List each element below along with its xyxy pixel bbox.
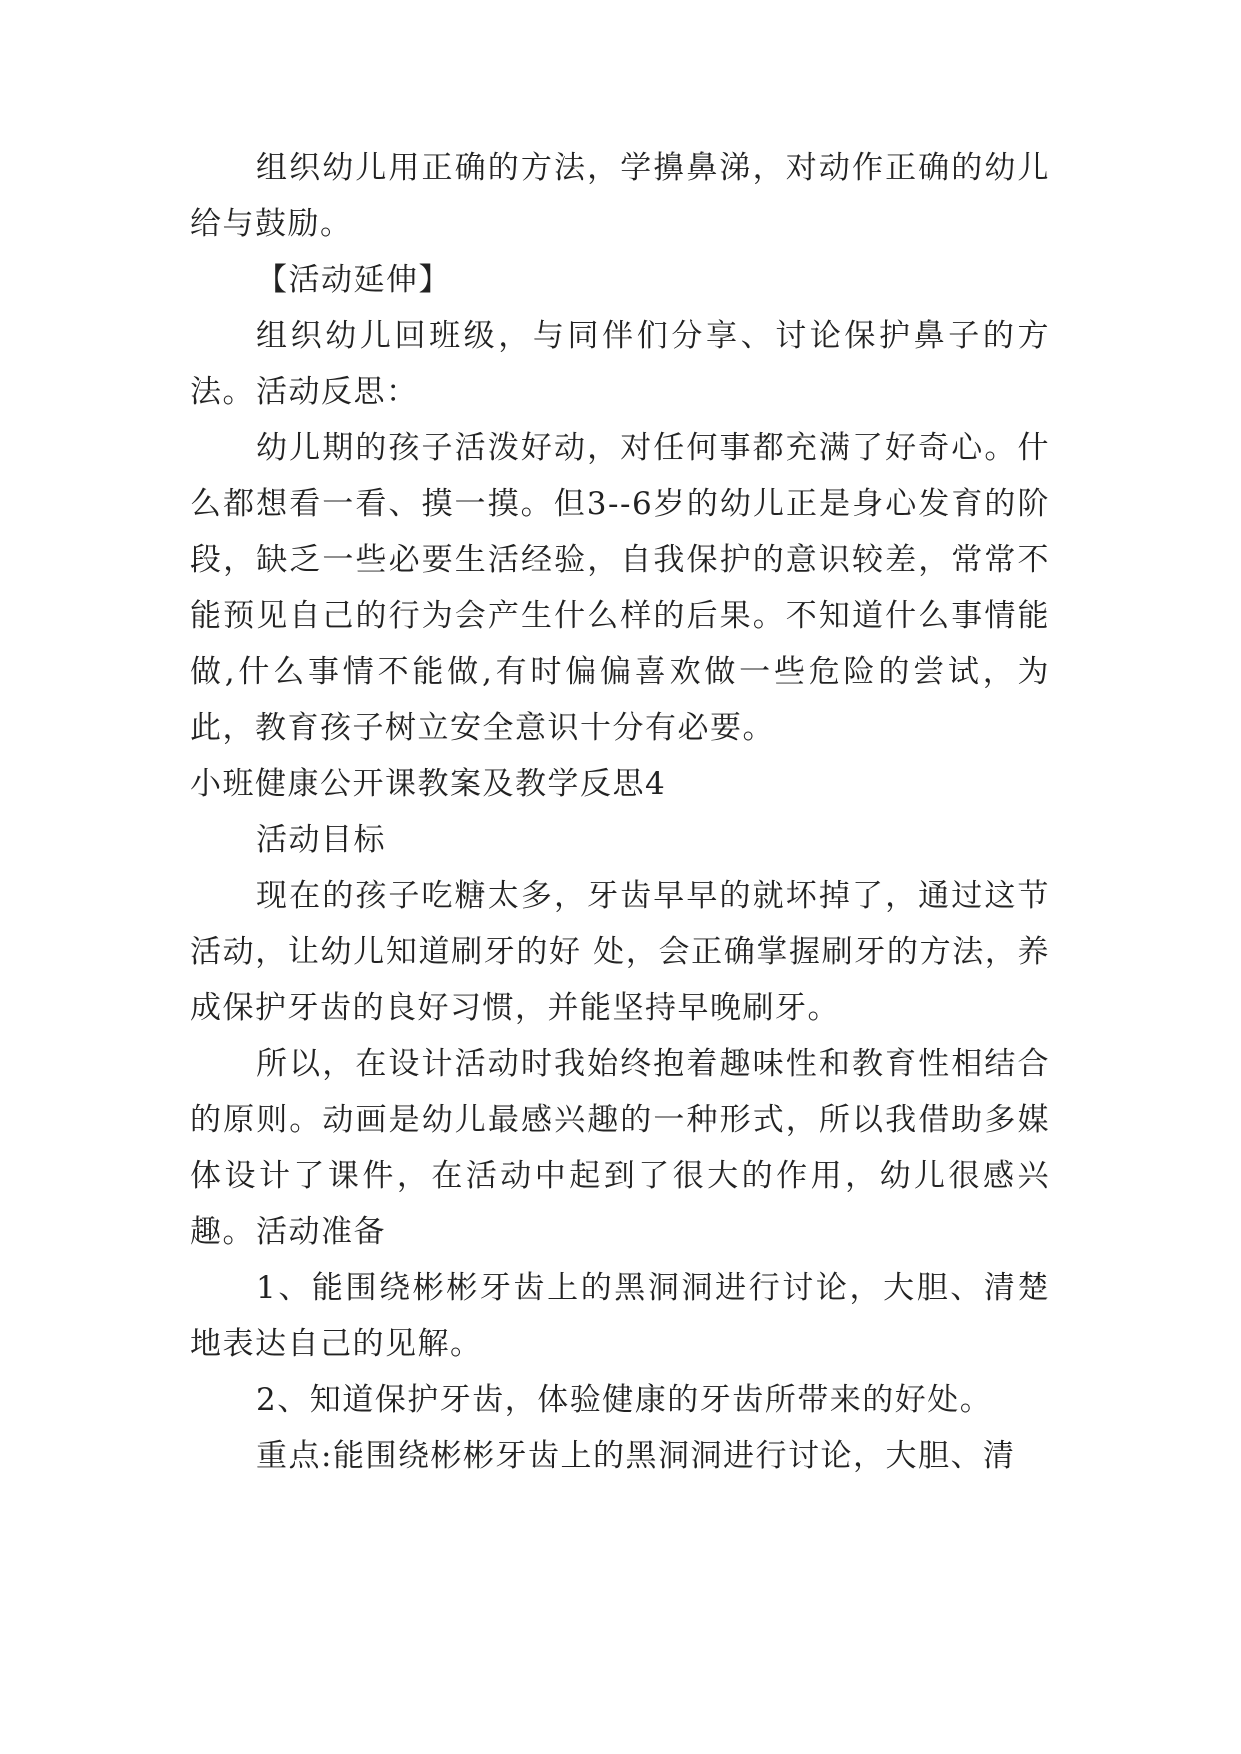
paragraph-design-principle: 所以，在设计活动时我始终抱着趣味性和教育性相结合的原则。动画是幼儿最感兴趣的一种形式，所以我借助多媒体设计了课件，在活动中起到了很大的作用，幼儿很感兴趣。 <box>190 1046 1050 1250</box>
paragraph-preparation-item-1: 1、能围绕彬彬牙齿上的黑洞洞进行讨论，大胆、清楚地表达自己的见解。 <box>190 1270 1050 1362</box>
paragraph-goals-content: 现在的孩子吃糖太多，牙齿早早的就坏掉了，通过这节活动，让幼儿知道刷牙的好 处，会正确掌握刷牙的方法，养成保护牙齿的良好习惯，并能坚持早晚刷牙。 <box>190 878 1050 1026</box>
lesson-title: 小班健康公开课教案及教学反思4 <box>190 766 667 802</box>
paragraph-reflection-content: 幼儿期的孩子活泼好动，对任何事都充满了好奇心。什么都想看一看、摸一摸。但3--6岁的幼儿正是身心发育的阶段，缺乏一些必要生活经验，自我保护的意识较差，常常不能预见自己的行为会产生什么样的后果。不知道什么事情能做,什么事情不能做,有时偏偏喜欢做一些危险的尝试，为此，教育孩子树立安全意识十分有必要。 <box>190 430 1050 746</box>
section-heading-activity-extension: 【活动延伸】 <box>256 262 451 298</box>
section-heading-activity-reflection: 活动反思： <box>256 374 419 410</box>
section-heading-activity-goals: 活动目标 <box>256 822 386 858</box>
paragraph-extension-content: 组织幼儿回班级，与同伴们分享、讨论保护鼻子的方法。 <box>190 318 1050 410</box>
paragraph-preparation-item-2: 2、知道保护牙齿，体验健康的牙齿所带来的好处。 <box>256 1382 993 1418</box>
section-heading-activity-preparation: 活动准备 <box>256 1214 386 1250</box>
paragraph-blow-nose-method: 组织幼儿用正确的方法，学擤鼻涕，对动作正确的幼儿给与鼓励。 <box>190 150 1050 242</box>
paragraph-key-point: 重点:能围绕彬彬牙齿上的黑洞洞进行讨论，大胆、清 <box>256 1438 1016 1474</box>
